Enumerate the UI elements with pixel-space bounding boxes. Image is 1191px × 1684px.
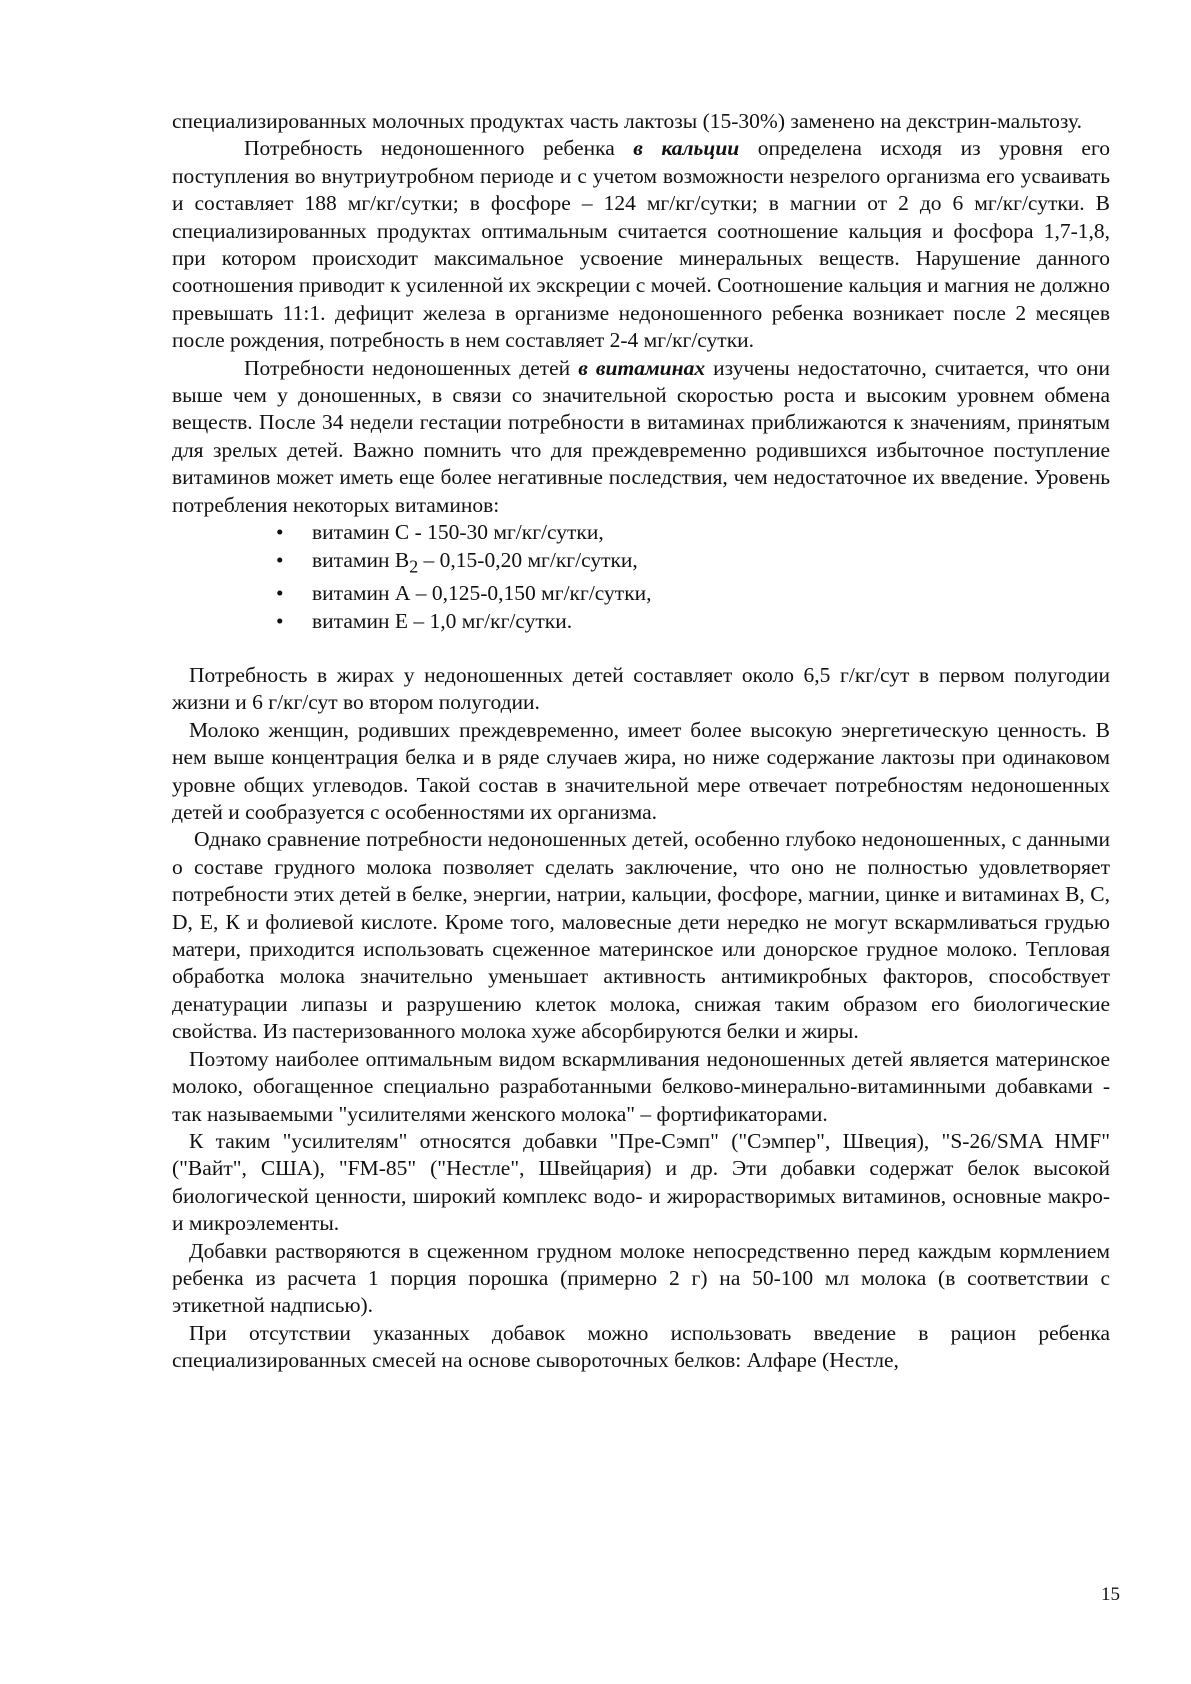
calcium-text-rest: определена исходя из уровня его поступления во внутриутробном периоде и с учетом возможности незрелого организма его усваивать и составляет 188 мг/кг/сутки; в фосфоре – 124 мг/кг/сутки; в магнии от 2 до 6 мг/кг/сутки. В специализированных продуктах оптимальным считается соотношение кальция и фосфора 1,7-1,8, при котором происходит максимальное усвоение минеральных веществ. Нарушение данного соотношения приводит к усиленной их экскреции с мочей. Соотношение кальция и магния не должно превышать 11:1. дефицит железа в организме недоношенного ребенка возникает после 2 месяцев после рождения, потребность в нем составляет 2-4 мг/кг/сутки. xyxy=(172,136,1111,353)
list-item-vitamin-a: • витамин А – 0,125-0,150 мг/кг/сутки, xyxy=(276,580,1110,607)
vitamins-text-rest: изучены недостаточно, считается, что они выше чем у доношенных, в связи со значительной скоростью роста и высоким уровнем обмена веществ. После 34 недели гестации потребности в витаминах приближаются к значениям, принятым для зрелых детей. Важно помнить что для преждевременно родившихся избыточное поступление витаминов может иметь еще более негативные последствия, чем недостаточное их введение. Уровень потребления некоторых витаминов: xyxy=(172,355,1110,517)
paragraph-fortifiers: Поэтому наиболее оптимальным видом вскармливания недоношенных детей является материнское молоко, обогащенное специально разработанными белково-минерально-витаминными добавками - так называемыми "усилителями женского молока" – фортификаторами. xyxy=(172,1046,1110,1126)
paragraph-fortifier-brands: К таким "усилителям" относятся добавки "Пре-Сэмп" ("Сэмпер", Швеция), "S-26/SMA HMF" ("Вайт", США), "FM-85" ("Нестле", Швейцария) и др. Эти добавки содержат белок высокой биологической ценности, широкий комплекс водо- и жирорастворимых витаминов, основные макро- и микроэлементы. xyxy=(172,1128,1110,1236)
paragraph-preterm-milk: Молоко женщин, родивших преждевременно, имеет более высокую энергетическую ценность. В нем выше концентрация белка и в ряде случаев жира, но ниже содержание лактозы при одинаковом уровне общих углеводов. Такой состав в значительной мере отвечает потребностям недоношенных детей и сообразуется с особенностями их организма. xyxy=(172,717,1110,825)
paragraph-vitamins xyxy=(172,355,1110,519)
spacer xyxy=(172,635,1110,662)
paragraph-breast-milk-comparison: Однако сравнение потребности недоношенных детей, особенно глубоко недоношенных, с данными о составе грудного молока позволяет сделать заключение, что оно не полностью удовлетворяет потребности этих детей в белке, энергии, натрии, кальции, фосфоре, магнии, цинке и витаминах В, С, D, Е, К и фолиевой кислоте. Кроме того, маловесные дети нередко не могут вскармливаться грудью матери, приходится использовать сцеженное материнское или донорское грудное молоко. Тепловая обработка молока значительно уменьшает активность антимикробных факторов, способствует денатурации липазы и разрушению клеток молока, снижая таким образом его биологические свойства. Из пастеризованного молока хуже абсорбируются белки и жиры. xyxy=(172,827,1110,1044)
calcium-text-start: Потребность недоношенного ребенка xyxy=(244,136,634,161)
vitamin-b2-name: витамин В xyxy=(312,547,410,572)
list-item-vitamin-b2 xyxy=(276,547,1110,581)
paragraph-lactose: специализированных молочных продуктах часть лактозы (15-30%) заменено на декстрин-мальтозу. xyxy=(172,109,1082,133)
page-body xyxy=(172,108,1110,1375)
paragraph-alternatives: При отсутствии указанных добавок можно использовать введение в рацион ребенка специализированных смесей на основе сывороточных белков: Алфаре (Нестле, xyxy=(172,1320,1110,1373)
page-number: 15 xyxy=(1101,1584,1120,1605)
paragraph-fats: Потребность в жирах у недоношенных детей составляет около 6,5 г/кг/сут в первом полугодии жизни и 6 г/кг/сут во втором полугодии. xyxy=(172,663,1110,715)
paragraph-dosage: Добавки растворяются в сцеженном грудном молоке непосредственно перед каждым кормлением ребенка из расчета 1 порция порошка (примерно 2 г) на 50-100 мл молока (в соответствии с этикетной надписью). xyxy=(172,1238,1110,1318)
list-item-vitamin-e: • витамин Е – 1,0 мг/кг/сутки. xyxy=(276,608,1110,635)
list-item-vitamin-c: • витамин С - 150-30 мг/кг/сутки, xyxy=(276,519,1110,546)
vitamin-list xyxy=(172,519,1110,635)
paragraph-calcium xyxy=(172,135,1110,354)
vitamin-b2-subscript: 2 xyxy=(409,555,419,576)
vitamins-text-start: Потребности недоношенных детей xyxy=(244,355,579,380)
vitamins-emphasis: в витаминах xyxy=(578,355,706,380)
calcium-emphasis: в кальции xyxy=(633,136,740,161)
vitamin-b2-value: – 0,15-0,20 мг/кг/сутки, xyxy=(418,547,638,572)
